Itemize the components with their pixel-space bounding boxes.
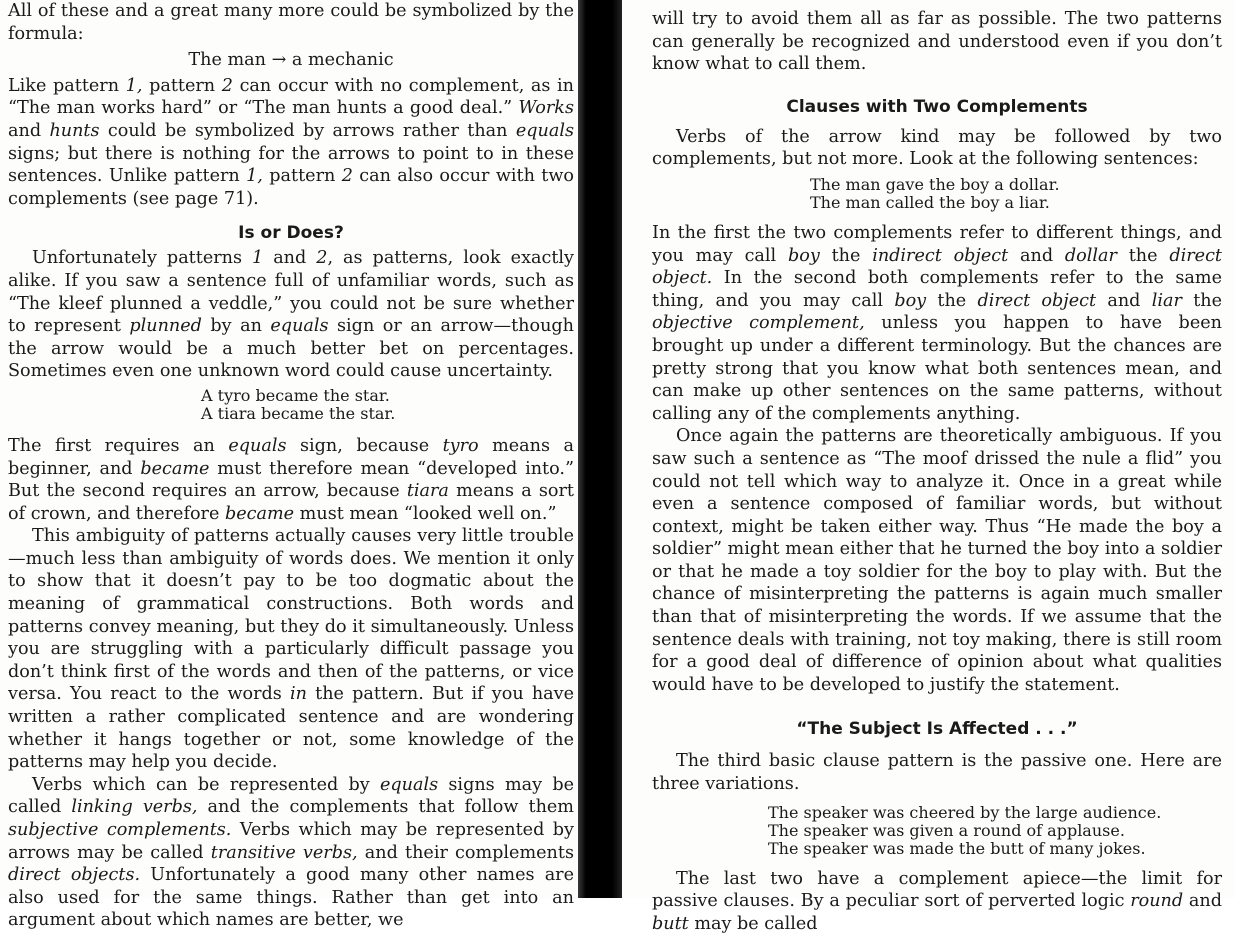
- italic-term: 1,: [246, 166, 263, 187]
- italic-term: transitive verbs,: [210, 842, 358, 863]
- italic-term: Works: [518, 98, 574, 119]
- left-paragraph-3: Unfortunately patterns 1 and 2, as patterns, look exactly alike. If you saw a sentence full of unfamiliar words, such as “The kleef plunned a veddle,” you could not be sure whether to represent plunned by an equals sign or an arrow—though the arrow would be a much better bet on percentages. Sometimes even one unknown word could cause uncertainty.: [8, 248, 574, 382]
- example-sentence: The speaker was cheered by the large audience.: [768, 802, 1162, 822]
- italic-term: hunts: [49, 120, 100, 141]
- italic-term: equals: [515, 120, 574, 141]
- italic-term: boy: [787, 245, 820, 266]
- formula: The man → a mechanic: [188, 50, 394, 71]
- italic-term: 2: [316, 248, 328, 269]
- italic-term: direct objects.: [8, 865, 141, 886]
- right-paragraph-1: will try to avoid them all as far as possible. The two patterns can generally be recognized and understood even if you don’t know what to call them.: [652, 9, 1222, 75]
- italic-term: equals: [228, 435, 287, 456]
- italic-term: objective complement,: [652, 313, 865, 334]
- italic-term: 2: [341, 166, 353, 187]
- example-sentence: The man called the boy a liar.: [810, 192, 1050, 212]
- right-paragraph-3: In the first the two complements refer to different things, and you may call boy the indirect object and dollar the direct object. In the second both complements refer to the same thing, and you may call boy the direct object and liar the objective complement, unless you happen to have been brought up under a different terminology. But the chances are pretty strong that you know what both sentences mean, and can make up other sentences on the same patterns, without calling any of the complements anything.: [652, 222, 1223, 424]
- heading-subject-is-affected: “The Subject Is Affected . . .”: [796, 719, 1078, 740]
- right-column: [652, 0, 1222, 935]
- italic-term: became: [140, 458, 210, 479]
- left-paragraph-4: The first requires an equals sign, because tyro means a beginner, and became must therefore mean “developed into.” But the second requires an arrow, because tiara means a sort of crown, and therefore became must mean “looked well on.”: [8, 435, 574, 524]
- italic-term: equals: [379, 774, 439, 795]
- example-group-3: [768, 804, 1222, 858]
- italic-term: 1: [252, 248, 264, 269]
- right-paragraph-4: Once again the patterns are theoretically ambiguous. If you saw such a sentence as “The moof drissed the nule a flid” you could not tell which way to analyze it. Once in a great while even a sentence composed of familiar words, but without context, might be taken either way. Thus “He made the boy a soldier” might mean either that he turned the boy into a soldier or that he made a toy soldier for the boy to play with. But the chance of misinterpreting the patterns is again much smaller than that of misinterpreting the words. If we assume that the sentence deals with training, not toy making, there is still room for a good deal of difference of opinion about what qualities would have to be developed to justify the statement.: [652, 426, 1222, 695]
- heading-clauses-two-complements: Clauses with Two Complements: [786, 96, 1088, 117]
- italic-term: linking verbs,: [71, 797, 198, 818]
- example-group-2: [810, 176, 1222, 212]
- right-paragraph-2: Verbs of the arrow kind may be followed by two complements, but not more. Look at the following sentences:: [652, 126, 1222, 170]
- right-paragraph-5: The third basic clause pattern is the passive one. Here are three variations.: [652, 751, 1222, 795]
- italic-term: plunned: [129, 316, 202, 337]
- italic-term: subjective complements.: [8, 820, 232, 840]
- italic-term: dollar: [1064, 245, 1117, 266]
- example-group-1: [201, 387, 574, 423]
- italic-term: liar: [1151, 290, 1182, 311]
- italic-term: tyro: [442, 435, 479, 456]
- italic-term: direct object: [977, 290, 1097, 311]
- italic-term: indirect object: [872, 245, 1009, 266]
- book-gutter: [578, 0, 622, 898]
- italic-term: in: [290, 684, 307, 705]
- italic-term: round: [1130, 891, 1184, 912]
- example-sentence: The man gave the boy a dollar.: [810, 174, 1060, 194]
- left-paragraph-2: Like pattern 1, pattern 2 can occur with no complement, as in “The man works hard” or “The man hunts a good deal.” Works and hunts could be symbolized by arrows rather than equals signs; but there is nothing for the arrows to point to in these sentences. Unlike pattern 1, pattern 2 can also occur with two complements (see page 71).: [8, 75, 574, 209]
- left-paragraph-1: All of these and a great many more could be symbolized by the formula:: [8, 1, 574, 44]
- italic-term: equals: [270, 316, 329, 337]
- example-sentence: The speaker was given a round of applause.: [768, 820, 1125, 840]
- example-sentence: A tyro became the star.: [201, 385, 390, 405]
- italic-term: boy: [894, 290, 927, 311]
- italic-term: direct object.: [652, 245, 1222, 289]
- example-sentence: A tiara became the star.: [201, 403, 396, 423]
- italic-term: 2: [221, 75, 233, 96]
- example-sentence: The speaker was made the butt of many jokes.: [768, 838, 1146, 858]
- italic-term: butt: [652, 913, 689, 934]
- left-paragraph-5: This ambiguity of patterns actually causes very little trouble—much less than ambiguity of words does. We mention it only to show that it doesn’t pay to be too dogmatic about the meaning of grammatical constructions. Both words and patterns convey meaning, but they do it simultaneously. Unless you are struggling with a particularly difficult passage you don’t think first of the words and then of the patterns, or vice versa. You react to the words in the pattern. But if you have written a rather complicated sentence and are wondering whether it hangs together or not, some knowledge of the patterns may help you decide.: [8, 526, 574, 773]
- italic-term: became: [224, 503, 295, 524]
- italic-term: 1,: [125, 75, 143, 96]
- italic-term: tiara: [406, 481, 449, 502]
- left-paragraph-6: Verbs which can be represented by equals signs may be called linking verbs, and the complements that follow them subjective complements. Verbs which may be represented by arrows may be called transitive verbs, and their complements direct objects. Unfortunately a good many other names are also used for the same things. Rather than get into an argument about which names are better, we: [8, 774, 575, 931]
- left-column: [8, 0, 574, 932]
- right-paragraph-6: The last two have a complement apiece—the limit for passive clauses. By a peculiar sort of perverted logic round and butt may be called: [652, 868, 1222, 934]
- heading-is-or-does: Is or Does?: [238, 223, 344, 244]
